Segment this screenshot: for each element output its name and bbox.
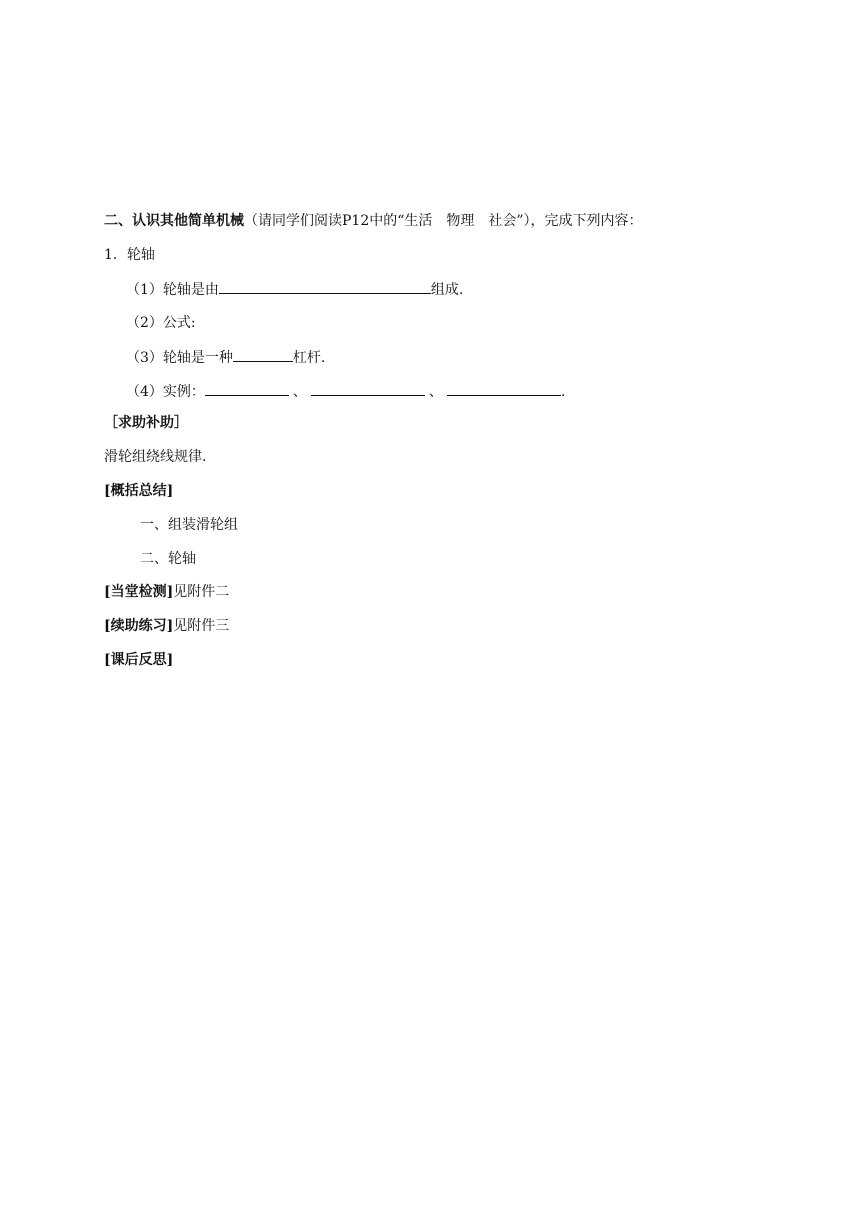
item1-q1 — [126, 279, 463, 300]
item1-q3 — [126, 347, 325, 368]
q4-answer-blank-1[interactable] — [205, 381, 289, 396]
practice-heading: [续助练习] — [104, 618, 174, 634]
q1-prefix: （1）轮轴是由 — [126, 282, 219, 298]
q3-answer-blank[interactable] — [233, 347, 293, 362]
q4-answer-blank-2[interactable] — [311, 381, 425, 396]
q3-suffix: 杠杆. — [292, 350, 326, 366]
help-content: 滑轮组绕线规律. — [104, 449, 207, 465]
help-heading: ［求助补助］ — [104, 415, 188, 431]
item1-q4 — [126, 381, 565, 402]
q1-suffix: 组成. — [430, 282, 464, 298]
summary-heading: [概括总结] — [104, 483, 174, 499]
practice-line — [104, 616, 229, 636]
check-heading: [当堂检测] — [104, 584, 174, 600]
q4-prefix: （4）实例： — [126, 384, 205, 400]
section2-line — [104, 211, 643, 231]
q1-answer-blank[interactable] — [219, 279, 431, 294]
q4-answer-blank-3[interactable] — [447, 381, 561, 396]
section2-instruction: （请同学们阅读P12中的“生活 物理 社会”），完成下列内容： — [244, 213, 643, 229]
section2-heading: 二、认识其他简单机械 — [104, 213, 244, 229]
q4-end: . — [560, 384, 566, 400]
item1-title: 1．轮轴 — [104, 247, 155, 263]
q4-separator-1: 、 — [292, 384, 307, 400]
check-line — [104, 582, 229, 602]
q3-prefix: （3）轮轴是一种 — [126, 350, 233, 366]
practice-text: 见附件三 — [173, 618, 230, 634]
q4-separator-2: 、 — [428, 384, 443, 400]
reflection-heading: [课后反思] — [104, 652, 174, 668]
item1-q2: （2）公式: — [126, 315, 196, 331]
check-text: 见附件二 — [173, 584, 230, 600]
summary-item-1: 一、组装滑轮组 — [140, 517, 238, 533]
summary-item-2: 二、轮轴 — [140, 551, 196, 567]
